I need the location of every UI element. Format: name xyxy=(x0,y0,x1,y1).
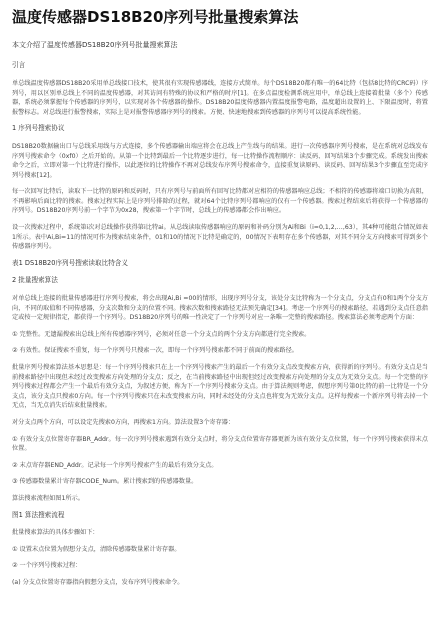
document-intro: 本文介绍了温度传感器DS18B20序列号批量搜索算法 xyxy=(12,40,178,49)
paragraph: 对分支点两个方向，可以设定先搜索0方向，再搜索1方向。算法设置3个寄存器： xyxy=(12,418,235,426)
section-heading: 2 批量搜索算法 xyxy=(12,276,58,285)
paragraph: 批量搜索算法的具体步骤如下： xyxy=(12,529,99,537)
paragraph: ③ 传感器数量累计寄存器CODE_Num。累计搜索到的传感器数量。 xyxy=(12,478,198,486)
paragraph: ② 一个序列号搜索过程： xyxy=(12,562,82,570)
paragraph: ② 末点寄存器END_Addr。记录每一个序列号搜索产生的最后有效分支点。 xyxy=(12,461,218,469)
section-heading: 1 序列号搜索协议 xyxy=(12,124,65,133)
paragraph: 单总线温度传感器DS18B20采用单总线接口技术，使其很有实现传感器线，连接方式简单。每个DS18B20都有唯一的64比特（包括8比特的CRC码）序列号，用以区别单总线上不同的温度传感器，对其访问有特殊的协议和严格的时序[1]。在多点温度检测系统应用中，单总线上连接着批量（多个）传感器，系统必须掌握每个传感器的序列号，以实现对各个传感器的操作。DS18B20温度传感器内置温度报警电路，温度超出设置的上、下限温度时，将置报警标志。对总线进行报警搜索，实际上是对报警传感器序列号的搜索。方便、快速地搜索到传感器的序列号可以提高系统性能。 xyxy=(12,79,428,116)
paragraph: DS18B20数据输出口与总线采用线与方式连接，多个传感器输出端应将会在总线上产生线与的结果。进行一次传感器序列号搜索，是在系统对总线发布序列号搜索命令（0xf0）之后开始的。从第一个比特到最后一个比特逐步进行，每一比特操作流程顺序：读反码、回写结果3个步骤完成。系统发出搜索命令之后，立即对第一个比特进行操作，以此逐位的比特操作不再对总线发布序列号搜索命令，直接重复读原码、读反码、回写结果3个步骤直至完成序列号搜索[12]。 xyxy=(12,142,428,179)
paragraph: ① 有效分支点位置寄存器BR_Addr。每一次序列号搜索遇到有效分支点时，将分支点位置寄存器更新为该有效分支点位置，每一个序列号搜索获得末点位置。 xyxy=(12,435,428,453)
paragraph: ② 有效性。保证搜索不重复，每一个序列号只搜索一次，即每一个序列号搜索都不同于前面的搜索路径。 xyxy=(12,347,298,355)
paragraph: 设一次搜索过程中，系统第i次对总线操作获得第i比特ai。从总线读取传感器响应的原码和补码分别为Ai和Bi（i=0,1,2,…,63），其4种可能组合情况如表1所示。表中Ai,Bi=11的情况可作为搜索结束条件，01和10的情况下比特是确定的，00情况下表明存在多个传感器，对其不同分支方向搜索可得到多个传感器序列号。 xyxy=(12,224,428,251)
paragraph: 对单总线上连接的批量传感器进行序列号搜索，将会出现Ai,Bi =00的情形，出现序列号分支，该处分支比特称为一个分支点，分支点有0和1两个分支方向，不同的取值和不同传感器，分支次数和分支的位置不同。搜索次数和搜索路径无法预先确定[34]。考虑一个序列号的搜索路径，若遇到分支点任意指定或按一定规律指定，都获得一个序列号。DS18B20序列号的唯一性决定了一个序列号对应一条唯一完整的搜索路径。搜索算法必须考虑两个方面： xyxy=(12,295,428,322)
paragraph: 批量序列号搜索算法基本思想是：每一个序列号搜索只在上一个序列号搜索产生的最后一个有效分支点改变搜索方向，获得新的序列号。有效分支点是当前搜索路径中出现但未经过改变搜索方向处理的分支点；反之，在当前搜索路径中出现但经过改变搜索方向处理的分支点为无效分支点。每一个完整的序列号搜索过程都会产生一个最后有效分支点，为叙述方便，称为下一个序列号搜索分支点。由于算法规则考虑，假想序列号第0比特的前一比特是一个分支点，该分支点只搜索0方向。每一个序列号搜索只在未改变搜索方向，同时未经处的分支点也将变为无效分支点。这样每搜索一个新序列号将去掉一个无点，当无点消失后结束批量搜索。 xyxy=(12,364,428,410)
section-heading: 图1 算法搜索流程 xyxy=(12,510,65,519)
section-heading: 引言 xyxy=(12,61,26,70)
section-heading: 表1 DS18B20序列号搜索读取比特含义 xyxy=(12,258,128,267)
paragraph: ① 完整性。无遗漏搜索出总线上所有传感器序列号，必须对任意一个分支点的两个分支方向都进行完全搜索。 xyxy=(12,330,311,338)
paragraph: 每一次回写比特后，读取下一比特的原码和反码时，只有序列号与前面所有回写比特都对应相符的传感器响应总线；不相符的传感器将端口切换为高阻，不再影响后面比特的搜索。搜索过程实际上是序列号排除的过程，就对64个比特序列号都响应的仅有一个传感器。搜索过程结束后将获得一个传感器的序列号。DS18B20序列号前一个字节为0x28，搜索第一个字节时，总线上的传感器都会作出响应。 xyxy=(12,188,428,215)
paragraph: 算法搜索流程如图1所示。 xyxy=(12,494,84,502)
document-body xyxy=(12,61,428,587)
paragraph: ① 设置末点位置为假想分支点，清除传感器数量累计寄存器。 xyxy=(12,545,181,553)
document-title: 温度传感器DS18B20序列号批量搜索算法 xyxy=(12,8,299,26)
paragraph: (a) 分支点位置寄存器指向假想分支点，发布序列号搜索命令。 xyxy=(12,578,184,586)
